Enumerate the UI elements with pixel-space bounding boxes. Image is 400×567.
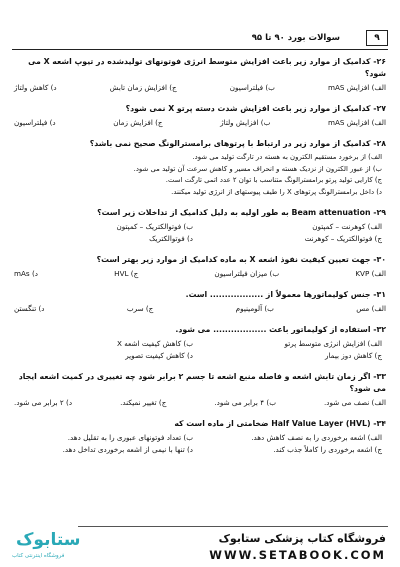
store-name: فروشگاه کتاب پزشکی ستابوک <box>218 532 386 545</box>
options-row <box>14 268 386 280</box>
page-number: ۹ <box>366 30 388 46</box>
options-grid <box>14 432 386 456</box>
option-d: د) mAs <box>14 269 38 278</box>
logo-tagline: فروشگاه اینترنتی کتاب <box>12 553 65 559</box>
option-d: د) کاهش کیفیت تصویر <box>125 351 193 360</box>
option-d: د) فوتوالکتریک <box>149 234 193 243</box>
option-a: الف) افزایش mAS <box>327 118 386 127</box>
option-b: ب) ۴ برابر می شود. <box>214 398 276 407</box>
option-c: ج) افزایش زمان <box>113 118 163 127</box>
option-a: الف) مس <box>356 304 386 313</box>
option-c: ج) تغییر نمیکند. <box>120 398 167 407</box>
question-26 <box>14 56 386 94</box>
question-30 <box>14 254 386 280</box>
page-header <box>12 30 388 50</box>
option-d: د) فیلتراسیون <box>14 118 56 127</box>
option-a: الف) کوهرنت – کمپتون <box>312 222 382 231</box>
option-b: ب) کاهش کیفیت اشعه X <box>116 339 193 348</box>
option-d: د) کاهش ولتاژ <box>14 83 57 92</box>
options-row <box>14 397 386 409</box>
option-a: الف) اشعه برخوردی را به نصف کاهش دهد. <box>251 433 382 442</box>
option-c: ج) کاهش دوز بیمار <box>325 351 382 360</box>
page-footer <box>0 526 400 567</box>
option-a: الف) از برخورد مستقیم الکترون به هسته در تارگت تولید می شود. <box>192 153 382 161</box>
option-d: د) تنگستن <box>14 304 45 313</box>
options-grid <box>14 338 386 362</box>
question-text: ۳۰- جهت تعیین کیفیت نفوذ اشعه X به ماده کدامیک از موارد زیر بهتر است؟ <box>96 255 386 264</box>
option-a: الف) افزایش mAS <box>327 83 386 92</box>
option-c: ج) کارایی تولید پرتو برامسترالونگ متناسب با توان ۲ عدد اتمی تارگت است. <box>165 176 382 184</box>
question-31 <box>14 289 386 315</box>
options-grid <box>14 221 386 245</box>
option-b: ب) تعداد فوتونهای عبوری را به تقلیل دهد. <box>67 433 193 442</box>
question-text: ۳۲- استفاده از کولیماتور باعث .................. می شود. <box>175 325 386 334</box>
store-url[interactable]: WWW.SETABOOK.COM <box>209 548 386 562</box>
option-b: ب) از عبور الکترون از نزدیک هسته و انحراف مسیر و کاهش سرعت آن تولید می شود. <box>133 164 382 173</box>
questions-list <box>14 56 386 465</box>
options-row <box>14 117 386 129</box>
question-27 <box>14 103 386 129</box>
question-29 <box>14 207 386 245</box>
options-column <box>14 152 386 198</box>
option-b: ب) میزان فیلتراسیون <box>214 269 280 278</box>
option-c: ج) HVL <box>114 269 139 278</box>
question-33 <box>14 371 386 409</box>
header-title: سوالات بورد ۹۰ تا ۹۵ <box>251 33 340 43</box>
question-34 <box>14 418 386 456</box>
option-b: ب) فوتوالکتریک – کمپتون <box>116 222 193 231</box>
option-c: ج) افزایش زمان تابش <box>109 83 177 92</box>
question-text: ۲۶- کدامیک از موارد زیر باعث افزایش متوسط انرژی فوتونهای تولیدشده در تیوپ اشعه X می شود؟ <box>28 57 386 78</box>
option-c: ج) فوتوالکتریک – کوهرنت <box>304 234 382 243</box>
logo-word: ستابوک <box>16 530 81 550</box>
question-text: ۲۸- کدامیک از موارد زیر در ارتباط با پرتوهای برامسترالونگ صحیح نمی باشد؟ <box>89 139 386 148</box>
question-32 <box>14 324 386 362</box>
option-b: ب) فیلتراسیون <box>229 83 275 92</box>
options-row <box>14 82 386 94</box>
question-text: ۲۷- کدامیک از موارد زیر باعث افزایش شدت دسته پرتو X نمی شود؟ <box>125 104 386 113</box>
footer-divider <box>78 526 388 527</box>
question-28 <box>14 138 386 198</box>
option-d: د) ۲ برابر می شود. <box>14 398 73 407</box>
option-d: د) تنها با نیمی از اشعه برخوردی تداخل دهد. <box>62 445 193 454</box>
option-c: ج) اشعه برخوردی را کاملاً جذب کند. <box>273 445 382 454</box>
option-a: الف) KVP <box>355 269 386 278</box>
option-a: الف) نصف می شود. <box>323 398 386 407</box>
option-b: ب) افزایش ولتاژ <box>220 118 271 127</box>
options-row <box>14 303 386 315</box>
option-c: ج) سرب <box>126 304 154 313</box>
option-d: د) داخل برامسترالونگ پرتوهای X را طیف پیوستهای از انرژی تولید میکنند. <box>171 187 382 196</box>
question-text: ۲۹- Beam attenuation به طور اولیه به دلیل کدامیک از تداخلات زیر است؟ <box>97 208 386 217</box>
setabook-logo <box>10 529 81 565</box>
option-a: الف) افزایش انرژی متوسط پرتو <box>284 339 382 348</box>
question-text: ۳۴- (HVL) Half Value Layer ضخامتی از ماده است که <box>174 419 386 428</box>
header-divider <box>12 49 388 50</box>
question-text: ۳۳- اگر زمان تابش اشعه و فاصله منبع اشعه تا جسم ۲ برابر شود چه تغییری در کمیت اشعه ایجاد می شود؟ <box>18 372 386 393</box>
option-b: ب) آلومینیوم <box>235 304 274 313</box>
question-text: ۳۱- جنس کولیماتورها معمولاً از .................. است. <box>185 290 386 299</box>
